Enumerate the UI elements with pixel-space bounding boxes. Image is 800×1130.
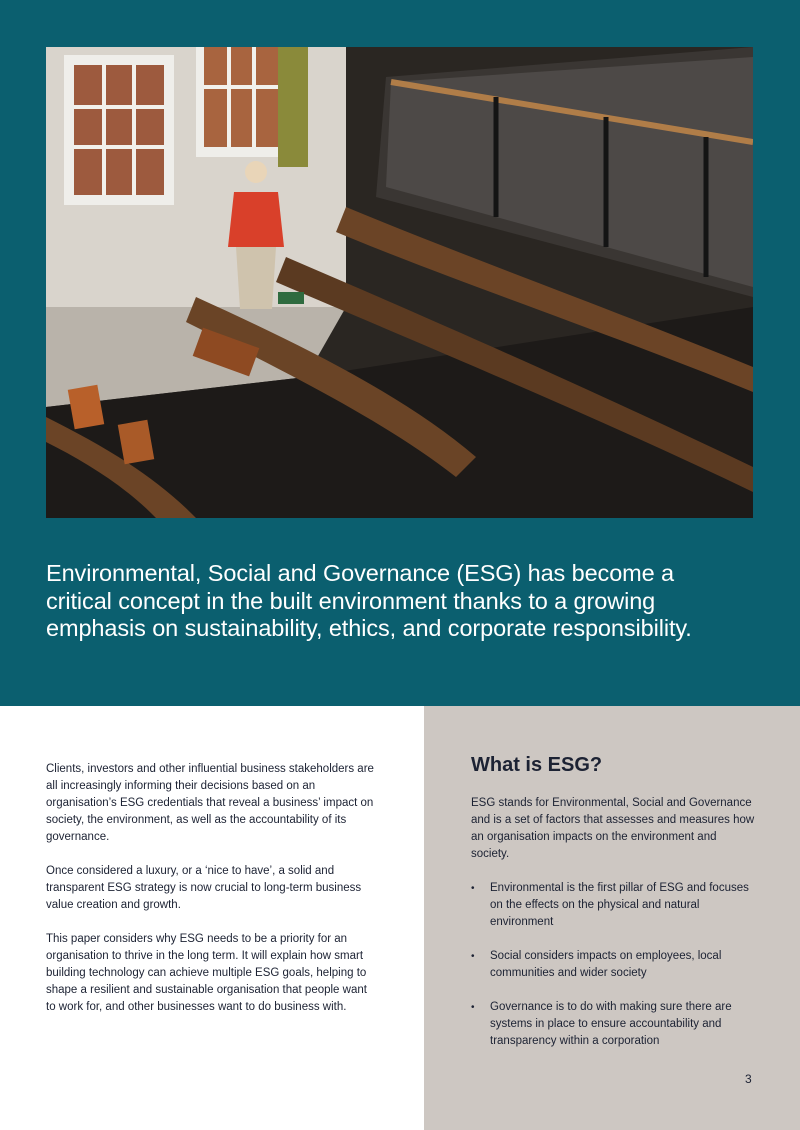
body-paragraph: Once considered a luxury, or a ‘nice to have’, a solid and transparent ESG strategy is now crucial to long-term business value creation and growth.	[46, 865, 362, 911]
list-item-text: Environmental is the first pillar of ESG and focuses on the effects on the physical and natural environment	[490, 882, 749, 928]
lecture-hall-illustration	[46, 47, 753, 518]
list-item-text: Social considers impacts on employees, local communities and wider society	[490, 950, 722, 979]
bullet-icon: •	[471, 883, 475, 894]
body-text	[46, 761, 376, 1033]
esg-pillars-list	[471, 880, 761, 1067]
body-paragraph: This paper considers why ESG needs to be a priority for an organisation to thrive in the long term. It will explain how smart building technology can achieve multiple ESG goals, helping to shape a resilient and sustainable organisation that people want to work for, and other businesses want to do business with.	[46, 933, 367, 1013]
headline: Environmental, Social and Governance (ESG) has become a critical concept in the built environment thanks to a growing emphasis on sustainability, ethics, and corporate responsibility.	[46, 560, 692, 641]
bullet-icon: •	[471, 951, 475, 962]
list-item	[471, 948, 761, 982]
sidebar-intro: ESG stands for Environmental, Social and Governance and is a set of factors that assesses and measures how an organisation impacts on the environment and society.	[471, 797, 755, 860]
sidebar-title: What is ESG?	[471, 754, 603, 776]
list-item-text: Governance is to do with making sure there are systems in place to ensure accountability and transparency within a corporation	[490, 1001, 732, 1047]
body-paragraph: Clients, investors and other influential business stakeholders are all increasingly informing their decisions based on an organisation’s ESG credentials that reveal a business’ impact on society, the environment, as well as the accountability of its governance.	[46, 763, 374, 843]
list-item	[471, 880, 761, 931]
page-number: 3	[745, 1072, 752, 1086]
list-item	[471, 999, 761, 1050]
lecture-hall-photo	[46, 47, 753, 518]
bullet-icon: •	[471, 1002, 475, 1013]
what-is-esg-panel	[424, 706, 800, 1130]
